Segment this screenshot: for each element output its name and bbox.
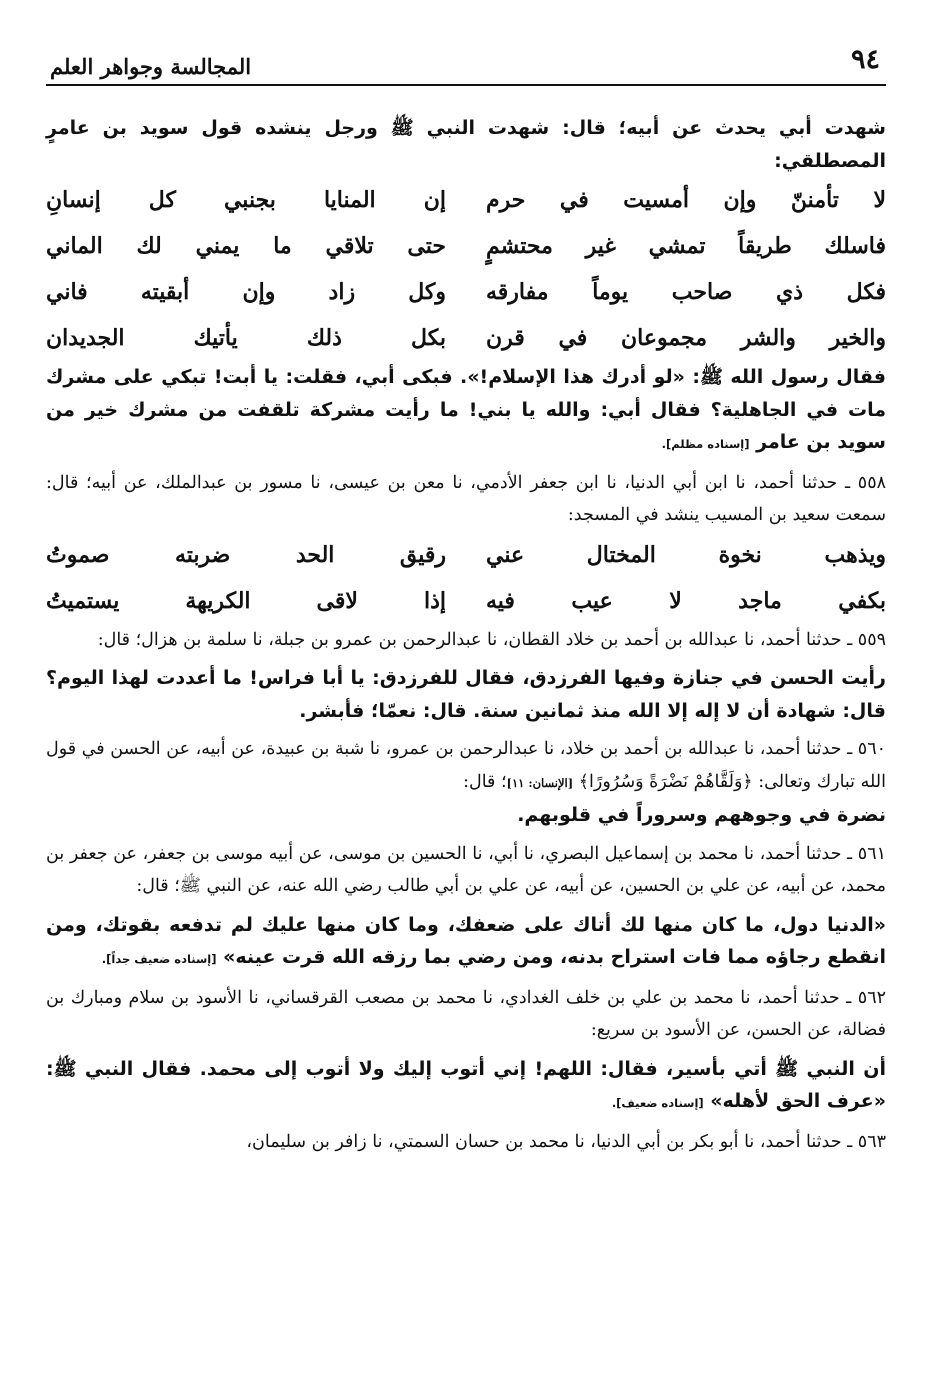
verse-second-hemistich: وكل زاد وإن أبقيته فاني [46, 279, 446, 305]
hadith-562-text [46, 1053, 886, 1120]
quran-citation: [الإنسان: ١١] [506, 775, 574, 790]
verse-row [46, 269, 886, 315]
hadith-560-tail: ؛ قال: [463, 771, 507, 792]
intro-line-2: المصطلقي: [774, 149, 886, 172]
verse-second-hemistich: إذا لاقى الكريهة يستميتُ [46, 587, 446, 614]
hadith-563-chain: ٥٦٣ ـ حدثنا أحمد، نا أبو بكر بن أبي الدنيا، نا محمد بن حسان السمتي، نا زافر بن سليمان، [246, 1131, 886, 1152]
verse-row [46, 223, 886, 269]
page-body [46, 112, 886, 1158]
verse-second-hemistich: حتى تلاقي ما يمني لك الماني [46, 233, 446, 259]
hadith-560-text: نضرة في وجوههم وسروراً في قلوبهم. [517, 804, 886, 826]
grading-note: [إسناده ضعيف]. [611, 1096, 704, 1110]
continuation-text [46, 361, 886, 461]
hadith-559-text: رأيت الحسن في جنازة وفيها الفرزدق، فقال للفرزدق: يا أبا فراس! ما أعددت لهذا اليوم؟ قال: شهادة أن لا إله إلا الله منذ ثمانين سنة. قال: نعمّا؛ فأبشر. [46, 667, 886, 722]
verse-first-hemistich: لا تأمننّ وإن أمسيت في حرم [486, 187, 886, 213]
page-number: ٩٤ [850, 44, 880, 75]
poem-suwayd [46, 177, 886, 361]
hadith-558-chain: ٥٥٨ ـ حدثنا أحمد، نا ابن أبي الدنيا، نا ابن جعفر الأدمي، نا معن بن عيسى، نا مسور بن عبدالملك، عن أبيه؛ قال: سمعت سعيد بن المسيب ينشد في المسجد: [46, 472, 886, 525]
hadith-560-chain-body: ٥٦٠ ـ حدثنا أحمد، نا عبدالله بن أحمد بن خلاد، نا عبدالرحمن بن عمرو، نا شبة بن عبيدة، عن أبيه، عن الحسن في قول الله تبارك وتعالى: ﴿وَلَقَّاهُمْ نَضْرَةً وَسُرُورًا﴾ [46, 739, 886, 792]
verse-first-hemistich: فاسلك طريقاً تمشي غير محتشمٍ [486, 233, 886, 259]
grading-note: [إسناده مظلم]. [661, 437, 750, 451]
continuation-body: فقال رسول الله ﷺ: «لو أدرك هذا الإسلام!». فبكى أبي، فقلت: يا أبت! تبكي على مشرك مات في الجاهلية؟ فقال أبي: والله يا بني! ما رأيت مشركة تلقفت من مشرك خير من سويد بن عامر [46, 366, 886, 453]
book-page [46, 40, 886, 1152]
page-header [46, 40, 886, 86]
hadith-561-body: «الدنيا دول، ما كان منها لك أتاك على ضعفك، وما كان منها عليك لم تدفعه بقوتك، ومن انقطع رجاؤه مما فات استراح بدنه، ومن رضي بما رزقه الله قرت عينه» [46, 913, 886, 968]
grading-note: [إسناده ضعيف جداً]. [101, 952, 217, 966]
hadith-561-chain: ٥٦١ ـ حدثنا أحمد، نا محمد بن إسماعيل البصري، نا أبي، نا الحسين بن موسى، عن أبيه موسى بن جعفر، عن جعفر بن محمد، عن أبيه، عن علي بن الحسين، عن أبيه، عن علي بن أبي طالب رضي الله عنه، عن النبي ﷺ؛ قال: [46, 843, 886, 896]
intro-line-1: شهدت أبي يحدث عن أبيه؛ قال: شهدت النبي ﷺ ورجل ينشده قول سويد بن عامرٍ [46, 117, 886, 139]
hadith-562-body: أن النبي ﷺ أتي بأسير، فقال: اللهم! إني أتوب إليك ولا أتوب إلى محمد. فقال النبي ﷺ: «عرف الحق لأهله» [46, 1057, 886, 1112]
verse-row [46, 532, 886, 578]
verse-first-hemistich: والخير والشر مجموعان في قرن [486, 325, 886, 351]
verse-row [46, 578, 886, 624]
verse-row [46, 315, 886, 361]
hadith-561-text [46, 909, 886, 976]
verse-second-hemistich: رقيق الحد ضربته صموتُ [46, 541, 446, 568]
book-title: المجالسة وجواهر العلم [50, 54, 252, 79]
hadith-560-chain [46, 733, 886, 799]
verse-first-hemistich: بكفي ماجد لا عيب فيه [486, 587, 886, 614]
intro-text [46, 112, 886, 177]
poem-ibn-musayyib [46, 532, 886, 624]
verse-second-hemistich: بكل ذلك يأتيك الجديدان [46, 325, 446, 351]
verse-first-hemistich: ويذهب نخوة المختال عني [486, 541, 886, 568]
verse-first-hemistich: فكل ذي صاحب يوماً مفارقه [486, 279, 886, 305]
verse-second-hemistich: إن المنايا بجنبي كل إنسانِ [46, 187, 446, 213]
verse-row [46, 177, 886, 223]
hadith-562-chain: ٥٦٢ ـ حدثنا أحمد، نا محمد بن علي بن خلف الغدادي، نا محمد بن مصعب القرقساني، نا الأسود بن سلام ومبارك بن فضالة، عن الحسن، عن الأسود بن سريع: [46, 987, 886, 1040]
hadith-559-chain: ٥٥٩ ـ حدثنا أحمد، نا عبدالله بن أحمد بن خلاد القطان، نا عبدالرحمن بن عمرو بن جبلة، نا سلمة بن هزال؛ قال: [97, 629, 886, 650]
